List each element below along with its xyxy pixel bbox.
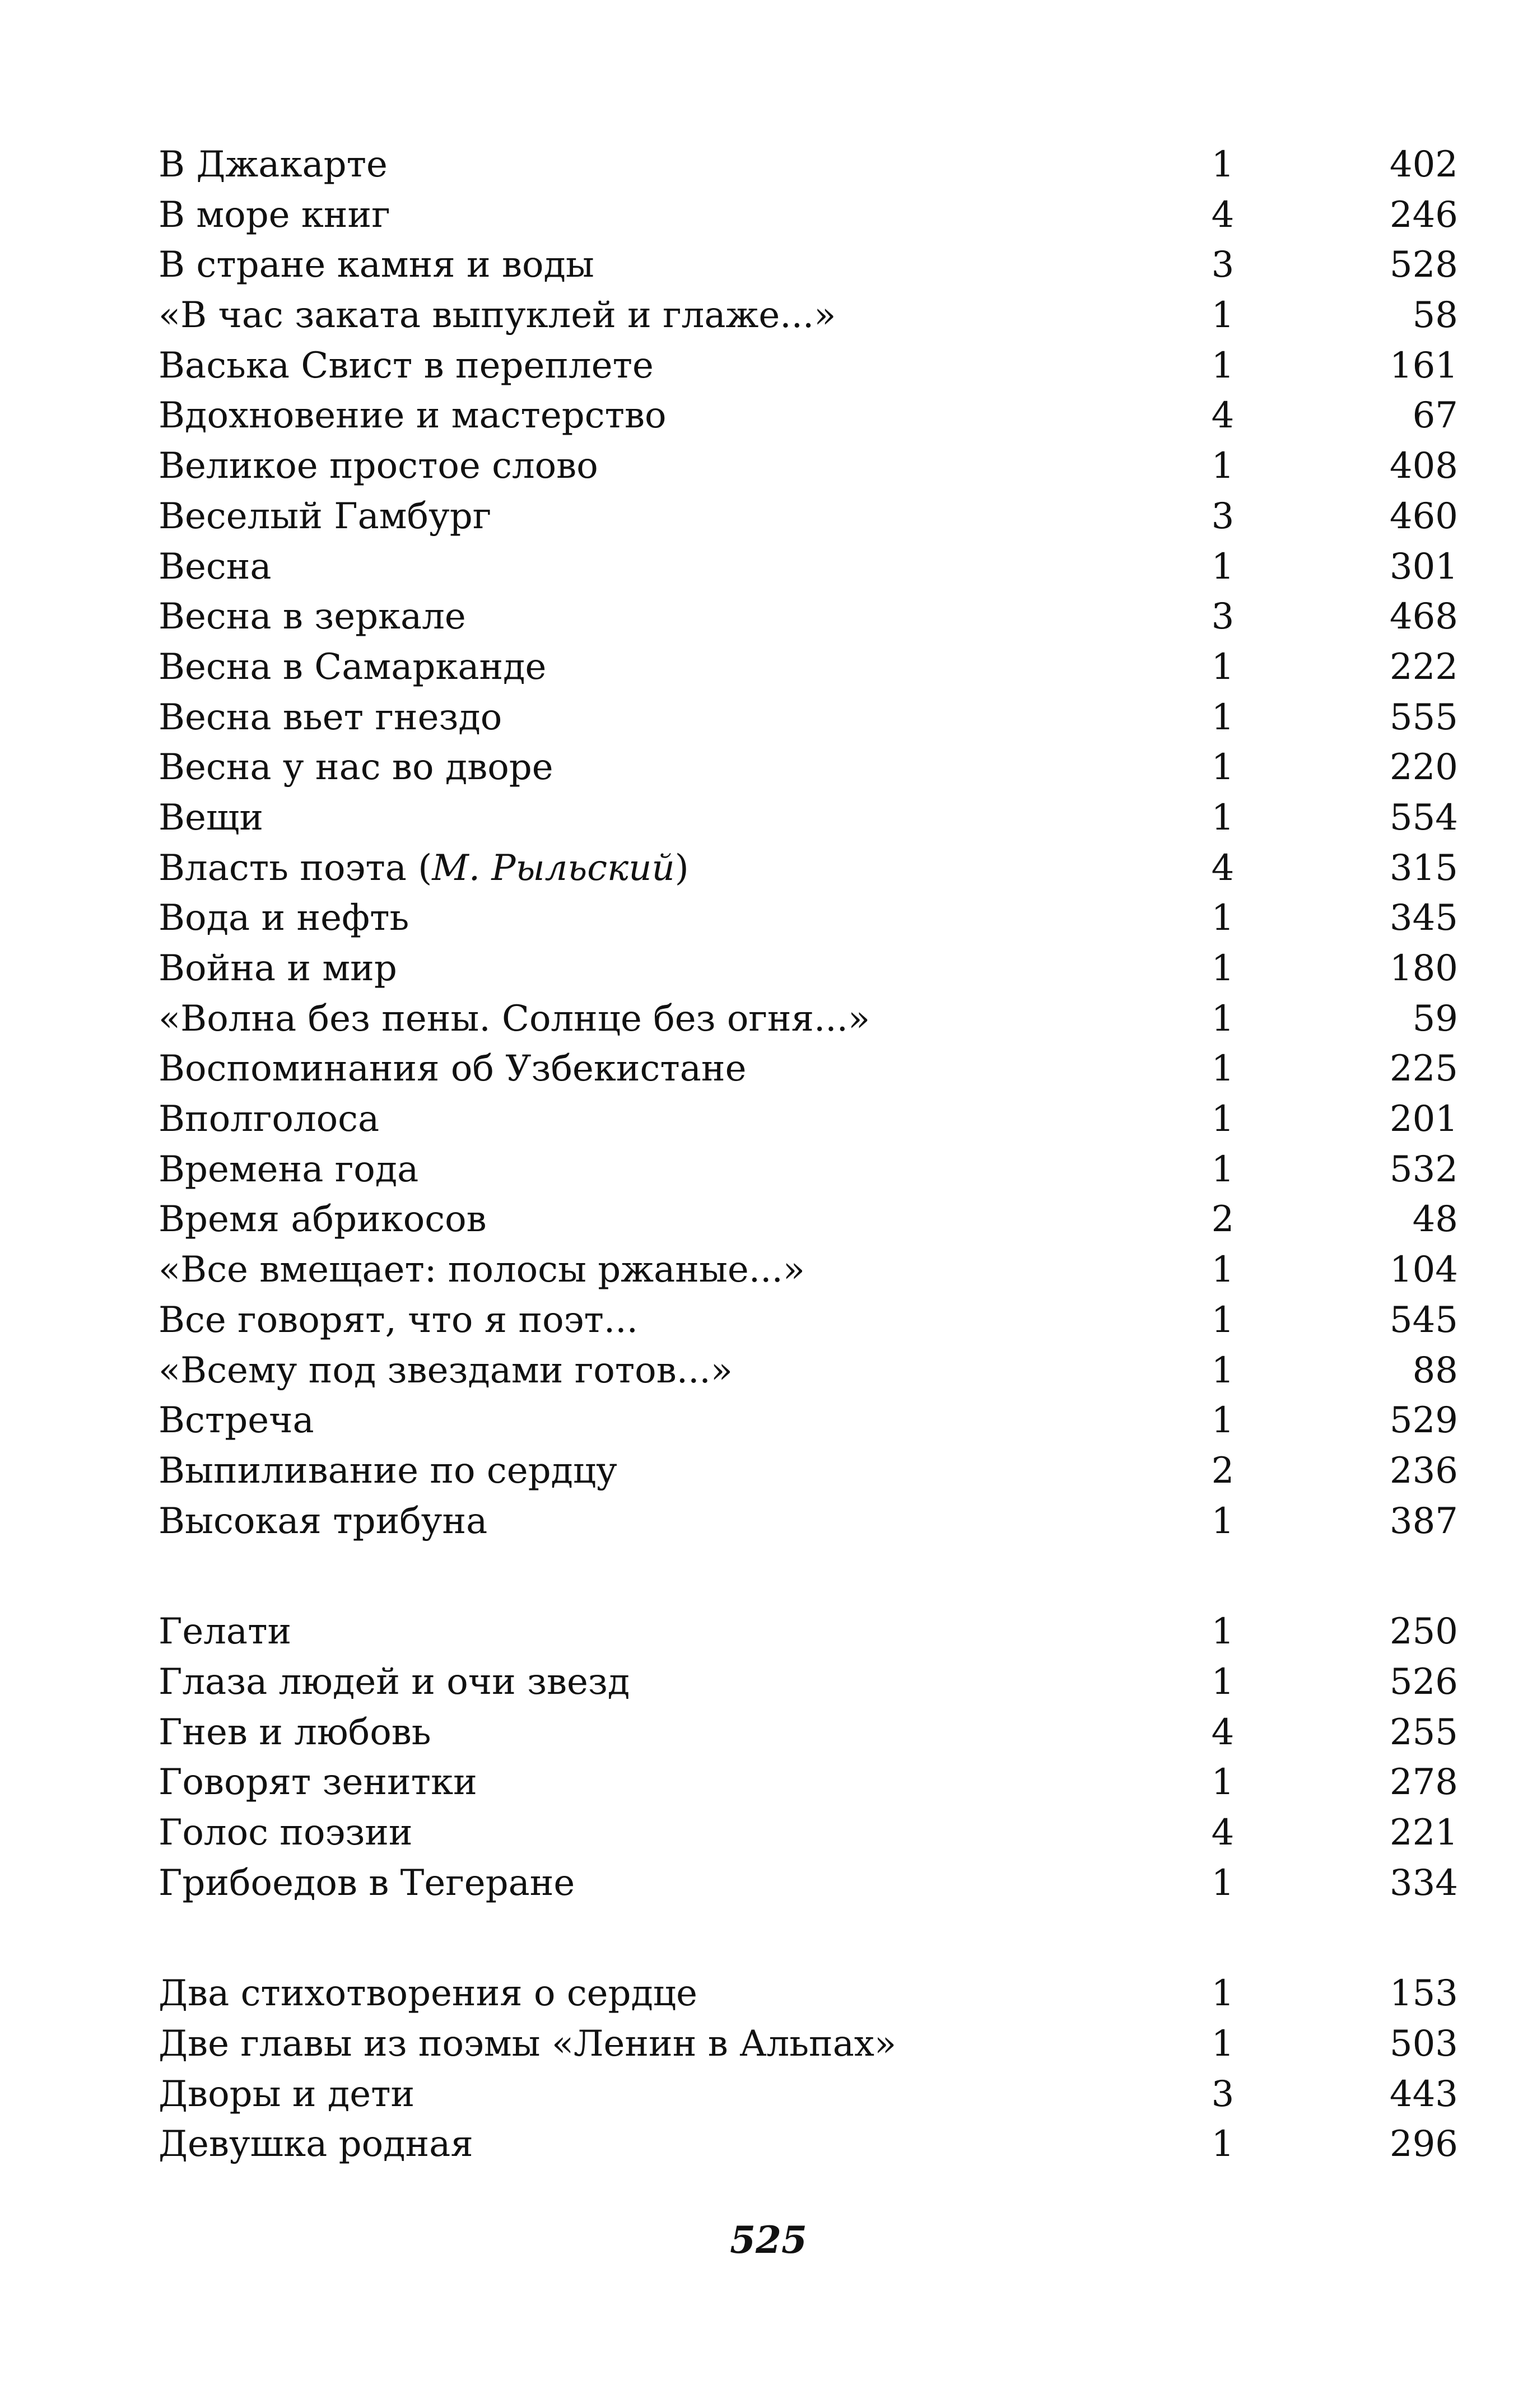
index-entry: [159, 492, 1458, 542]
entry-title: В Джакарте: [159, 144, 388, 185]
entry-title: Весна вьет гнездо: [159, 696, 502, 738]
entry-page: 222: [1389, 646, 1458, 688]
entry-volume: 1: [1211, 2123, 1235, 2165]
entry-title-close: ): [674, 847, 689, 889]
entry-title: «Всему под звездами готов...»: [159, 1349, 733, 1391]
entry-title: Веселый Гамбург: [159, 495, 492, 537]
entry-volume: 4: [1211, 1711, 1235, 1753]
index-entry: [159, 391, 1458, 441]
entry-title: «Все вмещает: полосы ржаные...»: [159, 1249, 805, 1291]
entry-volume: 1: [1211, 2023, 1235, 2065]
entry-volume: 1: [1211, 1862, 1235, 1904]
index-entry: [159, 642, 1458, 693]
entry-volume: 1: [1211, 948, 1235, 989]
entry-volume: 1: [1211, 1973, 1235, 2015]
index-entry: [159, 140, 1458, 190]
entry-volume: 1: [1211, 295, 1235, 337]
entry-page: 220: [1389, 747, 1458, 789]
entry-page: 402: [1389, 144, 1458, 185]
entry-volume: 1: [1211, 1299, 1235, 1341]
entry-title: Васька Свист в переплете: [159, 344, 654, 386]
index-entry: [159, 1044, 1458, 1094]
entry-title: Высокая трибуна: [159, 1500, 488, 1542]
index-entry: [159, 1657, 1458, 1708]
index-entry: [159, 1145, 1458, 1195]
entry-volume: 4: [1211, 1812, 1235, 1853]
entry-volume: 1: [1211, 344, 1235, 386]
index-entry: [159, 1497, 1458, 1547]
title-index: [159, 140, 1458, 2170]
index-entry: [159, 291, 1458, 341]
entry-title: [159, 844, 689, 894]
index-entry: [159, 2120, 1458, 2170]
entry-page: 104: [1389, 1249, 1458, 1291]
entry-page: 408: [1389, 445, 1458, 487]
index-entry: [159, 1396, 1458, 1446]
entry-volume: 1: [1211, 1249, 1235, 1291]
index-entry: [159, 2019, 1458, 2070]
entry-title: Два стихотворения о сердце: [159, 1973, 697, 2015]
entry-volume: 1: [1211, 546, 1235, 588]
entry-volume: 3: [1211, 2073, 1235, 2115]
entry-page: 59: [1412, 998, 1458, 1040]
entry-volume: 1: [1211, 1611, 1235, 1653]
entry-title: Девушка родная: [159, 2123, 473, 2165]
index-entry: [159, 341, 1458, 392]
entry-title: В море книг: [159, 194, 390, 236]
entry-title: Грибоедов в Тегеране: [159, 1862, 575, 1904]
entry-title: Вполголоса: [159, 1098, 380, 1140]
entry-title: Выпиливание по сердцу: [159, 1450, 617, 1492]
index-entry: [159, 793, 1458, 844]
index-group-v: [159, 140, 1458, 1547]
entry-title: В стране камня и воды: [159, 244, 594, 286]
entry-volume: 1: [1211, 1148, 1235, 1190]
index-entry: [159, 1296, 1458, 1346]
entry-title-author: М. Рыльский: [432, 847, 675, 889]
entry-volume: 1: [1211, 747, 1235, 789]
index-entry: [159, 1859, 1458, 1909]
entry-volume: 1: [1211, 797, 1235, 839]
index-entry: [159, 1094, 1458, 1145]
entry-page: 180: [1389, 948, 1458, 989]
index-entry: [159, 1808, 1458, 1859]
entry-page: 555: [1389, 696, 1458, 738]
entry-title: Все говорят, что я поэт...: [159, 1299, 638, 1341]
index-entry: [159, 944, 1458, 994]
entry-title: Голос поэзии: [159, 1812, 413, 1853]
entry-title: Весна у нас во дворе: [159, 747, 553, 789]
entry-page: 443: [1389, 2073, 1458, 2115]
entry-page: 345: [1389, 897, 1458, 939]
index-entry: [159, 592, 1458, 642]
entry-page: 246: [1389, 194, 1458, 236]
entry-volume: 1: [1211, 897, 1235, 939]
entry-volume: 2: [1211, 1450, 1235, 1492]
entry-page: 529: [1389, 1400, 1458, 1442]
entry-title: Вещи: [159, 797, 264, 839]
entry-volume: 4: [1211, 194, 1235, 236]
entry-volume: 1: [1211, 1400, 1235, 1442]
entry-volume: 4: [1211, 847, 1235, 889]
entry-volume: 1: [1211, 1762, 1235, 1804]
entry-page: 67: [1412, 395, 1458, 437]
index-entry: [159, 743, 1458, 793]
entry-volume: 1: [1211, 1098, 1235, 1140]
entry-page: 221: [1389, 1812, 1458, 1853]
index-entry: [159, 893, 1458, 944]
entry-page: 387: [1389, 1500, 1458, 1542]
entry-title: Встреча: [159, 1400, 314, 1442]
index-entry: [159, 441, 1458, 492]
index-entry: [159, 693, 1458, 743]
entry-volume: 1: [1211, 1048, 1235, 1090]
index-entry: [159, 1708, 1458, 1758]
index-entry: [159, 1607, 1458, 1657]
entry-title: Гелати: [159, 1611, 292, 1653]
entry-page: 250: [1389, 1611, 1458, 1653]
entry-page: 88: [1412, 1349, 1458, 1391]
entry-volume: 1: [1211, 1661, 1235, 1703]
entry-page: 278: [1389, 1762, 1458, 1804]
entry-page: 236: [1389, 1450, 1458, 1492]
entry-volume: 3: [1211, 244, 1235, 286]
entry-volume: 1: [1211, 445, 1235, 487]
index-entry: [159, 844, 1458, 894]
entry-title-text: Власть поэта (: [159, 847, 432, 889]
index-entry: [159, 190, 1458, 241]
entry-title: Две главы из поэмы «Ленин в Альпах»: [159, 2023, 897, 2065]
entry-volume: 1: [1211, 696, 1235, 738]
index-group-d: [159, 1969, 1458, 2170]
entry-page: 296: [1389, 2123, 1458, 2165]
entry-volume: 1: [1211, 1500, 1235, 1542]
entry-volume: 1: [1211, 1349, 1235, 1391]
entry-page: 225: [1389, 1048, 1458, 1090]
entry-title: Времена года: [159, 1148, 419, 1190]
entry-page: 48: [1412, 1199, 1458, 1241]
entry-title: Вдохновение и мастерство: [159, 395, 667, 437]
entry-page: 528: [1389, 244, 1458, 286]
entry-title: Вода и нефть: [159, 897, 409, 939]
entry-volume: 1: [1211, 998, 1235, 1040]
index-entry: [159, 240, 1458, 291]
index-entry: [159, 1195, 1458, 1245]
entry-title: Война и мир: [159, 948, 397, 989]
entry-title: Весна в зеркале: [159, 596, 466, 638]
index-entry: [159, 542, 1458, 593]
entry-page: 532: [1389, 1148, 1458, 1190]
index-entry: [159, 994, 1458, 1045]
entry-page: 315: [1389, 847, 1458, 889]
entry-page: 334: [1389, 1862, 1458, 1904]
entry-page: 58: [1412, 295, 1458, 337]
index-group-g: [159, 1607, 1458, 1908]
index-entry: [159, 1758, 1458, 1808]
entry-page: 545: [1389, 1299, 1458, 1341]
entry-page: 153: [1389, 1973, 1458, 2015]
entry-page: 460: [1389, 495, 1458, 537]
entry-title: Весна в Самарканде: [159, 646, 547, 688]
entry-page: 503: [1389, 2023, 1458, 2065]
entry-title: Воспоминания об Узбекистане: [159, 1048, 747, 1090]
entry-volume: 2: [1211, 1199, 1235, 1241]
index-entry: [159, 1346, 1458, 1396]
index-entry: [159, 2070, 1458, 2120]
entry-page: 526: [1389, 1661, 1458, 1703]
entry-page: 301: [1389, 546, 1458, 588]
entry-page: 468: [1389, 596, 1458, 638]
entry-title: Гнев и любовь: [159, 1711, 431, 1753]
entry-title: Весна: [159, 546, 272, 588]
index-entry: [159, 1245, 1458, 1296]
entry-volume: 1: [1211, 144, 1235, 185]
entry-title: «В час заката выпуклей и глаже...»: [159, 295, 836, 337]
entry-volume: 1: [1211, 646, 1235, 688]
entry-title: Говорят зенитки: [159, 1762, 477, 1804]
entry-volume: 3: [1211, 495, 1235, 537]
entry-page: 161: [1389, 344, 1458, 386]
index-entry: [159, 1969, 1458, 2019]
entry-title: «Волна без пены. Солнце без огня...»: [159, 998, 870, 1040]
entry-volume: 4: [1211, 395, 1235, 437]
entry-page: 255: [1389, 1711, 1458, 1753]
entry-title: Время абрикосов: [159, 1199, 487, 1241]
index-entry: [159, 1446, 1458, 1497]
entry-title: Дворы и дети: [159, 2073, 415, 2115]
entry-page: 554: [1389, 797, 1458, 839]
entry-title: Глаза людей и очи звезд: [159, 1661, 630, 1703]
entry-page: 201: [1389, 1098, 1458, 1140]
entry-title: Великое простое слово: [159, 445, 598, 487]
page-number: 525: [730, 2218, 807, 2262]
entry-volume: 3: [1211, 596, 1235, 638]
